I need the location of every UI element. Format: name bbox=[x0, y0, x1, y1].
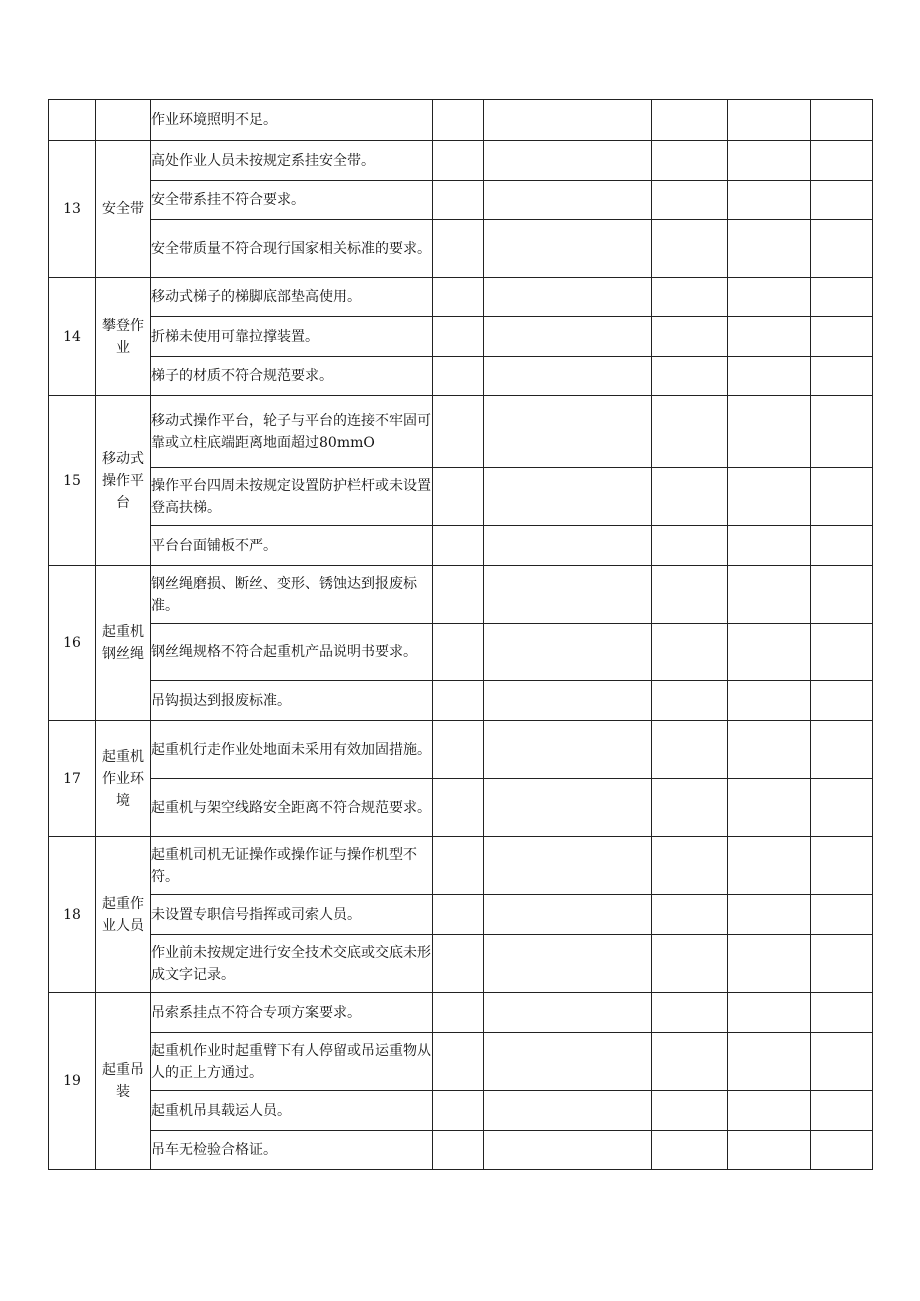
blank-cell bbox=[433, 100, 484, 141]
blank-cell bbox=[728, 1091, 811, 1131]
blank-cell bbox=[728, 566, 811, 624]
blank-cell bbox=[652, 779, 728, 837]
blank-cell bbox=[433, 220, 484, 278]
blank-cell bbox=[484, 993, 652, 1033]
blank-cell bbox=[652, 624, 728, 681]
blank-cell bbox=[811, 1131, 873, 1170]
table-row bbox=[49, 357, 873, 396]
table-row bbox=[49, 721, 873, 779]
blank-cell bbox=[652, 566, 728, 624]
blank-cell bbox=[433, 317, 484, 357]
blank-cell bbox=[484, 935, 652, 993]
inspection-item: 移动式梯子的梯脚底部垫高使用。 bbox=[151, 278, 433, 317]
blank-cell bbox=[433, 1131, 484, 1170]
inspection-item: 高处作业人员未按规定系挂安全带。 bbox=[151, 141, 433, 181]
blank-cell bbox=[433, 141, 484, 181]
table-row bbox=[49, 1033, 873, 1091]
blank-cell bbox=[728, 993, 811, 1033]
blank-cell bbox=[652, 468, 728, 526]
inspection-item: 操作平台四周未按规定设置防护栏杆或未设置登高扶梯。 bbox=[151, 468, 433, 526]
inspection-table-body bbox=[49, 100, 873, 1170]
blank-cell bbox=[433, 837, 484, 895]
blank-cell bbox=[484, 357, 652, 396]
blank-cell bbox=[728, 317, 811, 357]
blank-cell bbox=[484, 141, 652, 181]
blank-cell bbox=[728, 278, 811, 317]
inspection-category bbox=[96, 100, 151, 141]
blank-cell bbox=[484, 100, 652, 141]
blank-cell bbox=[484, 526, 652, 566]
table-row bbox=[49, 1131, 873, 1170]
blank-cell bbox=[811, 100, 873, 141]
blank-cell bbox=[728, 181, 811, 220]
blank-cell bbox=[484, 1091, 652, 1131]
blank-cell bbox=[433, 779, 484, 837]
blank-cell bbox=[811, 396, 873, 468]
blank-cell bbox=[728, 396, 811, 468]
table-row bbox=[49, 317, 873, 357]
inspection-item: 平台台面铺板不严。 bbox=[151, 526, 433, 566]
blank-cell bbox=[811, 624, 873, 681]
item-number: 19 bbox=[49, 993, 96, 1170]
blank-cell bbox=[811, 566, 873, 624]
inspection-category: 起重机作业环境 bbox=[96, 721, 151, 837]
inspection-item: 安全带系挂不符合要求。 bbox=[151, 181, 433, 220]
blank-cell bbox=[652, 993, 728, 1033]
blank-cell bbox=[811, 220, 873, 278]
blank-cell bbox=[652, 317, 728, 357]
blank-cell bbox=[728, 100, 811, 141]
inspection-item: 钢丝绳规格不符合起重机产品说明书要求。 bbox=[151, 624, 433, 681]
blank-cell bbox=[811, 681, 873, 721]
inspection-item: 吊车无检验合格证。 bbox=[151, 1131, 433, 1170]
table-row bbox=[49, 624, 873, 681]
blank-cell bbox=[484, 1033, 652, 1091]
blank-cell bbox=[433, 895, 484, 935]
item-number: 17 bbox=[49, 721, 96, 837]
blank-cell bbox=[811, 935, 873, 993]
table-row bbox=[49, 895, 873, 935]
table-row bbox=[49, 468, 873, 526]
inspection-item: 安全带质量不符合现行国家相关标准的要求。 bbox=[151, 220, 433, 278]
blank-cell bbox=[433, 1091, 484, 1131]
blank-cell bbox=[728, 357, 811, 396]
blank-cell bbox=[484, 468, 652, 526]
blank-cell bbox=[728, 220, 811, 278]
blank-cell bbox=[484, 181, 652, 220]
inspection-item: 起重机司机无证操作或操作证与操作机型不符。 bbox=[151, 837, 433, 895]
blank-cell bbox=[811, 468, 873, 526]
blank-cell bbox=[811, 278, 873, 317]
blank-cell bbox=[728, 1033, 811, 1091]
blank-cell bbox=[433, 721, 484, 779]
blank-cell bbox=[652, 141, 728, 181]
inspection-item: 移动式操作平台，轮子与平台的连接不牢固可靠或立柱底端距离地面超过80mmO bbox=[151, 396, 433, 468]
blank-cell bbox=[652, 681, 728, 721]
inspection-item: 起重机吊具载运人员。 bbox=[151, 1091, 433, 1131]
inspection-item: 钢丝绳磨损、断丝、变形、锈蚀达到报废标准。 bbox=[151, 566, 433, 624]
blank-cell bbox=[728, 624, 811, 681]
blank-cell bbox=[652, 837, 728, 895]
item-number: 13 bbox=[49, 141, 96, 278]
blank-cell bbox=[728, 468, 811, 526]
blank-cell bbox=[433, 181, 484, 220]
blank-cell bbox=[728, 935, 811, 993]
item-number: 16 bbox=[49, 566, 96, 721]
blank-cell bbox=[811, 1033, 873, 1091]
blank-cell bbox=[652, 1033, 728, 1091]
item-number bbox=[49, 100, 96, 141]
blank-cell bbox=[811, 1091, 873, 1131]
table-row bbox=[49, 566, 873, 624]
inspection-category: 起重机钢丝绳 bbox=[96, 566, 151, 721]
blank-cell bbox=[484, 278, 652, 317]
blank-cell bbox=[484, 624, 652, 681]
table-row bbox=[49, 396, 873, 468]
blank-cell bbox=[484, 566, 652, 624]
blank-cell bbox=[652, 278, 728, 317]
table-row bbox=[49, 993, 873, 1033]
blank-cell bbox=[484, 837, 652, 895]
blank-cell bbox=[652, 1131, 728, 1170]
blank-cell bbox=[728, 721, 811, 779]
blank-cell bbox=[433, 526, 484, 566]
blank-cell bbox=[652, 357, 728, 396]
blank-cell bbox=[652, 220, 728, 278]
inspection-category: 起重作业人员 bbox=[96, 837, 151, 993]
blank-cell bbox=[652, 895, 728, 935]
blank-cell bbox=[652, 100, 728, 141]
blank-cell bbox=[728, 526, 811, 566]
blank-cell bbox=[433, 624, 484, 681]
blank-cell bbox=[728, 895, 811, 935]
blank-cell bbox=[652, 181, 728, 220]
table-row bbox=[49, 526, 873, 566]
blank-cell bbox=[433, 1033, 484, 1091]
inspection-item: 作业前未按规定进行安全技术交底或交底未形成文字记录。 bbox=[151, 935, 433, 993]
blank-cell bbox=[652, 721, 728, 779]
blank-cell bbox=[484, 1131, 652, 1170]
blank-cell bbox=[728, 837, 811, 895]
table-row bbox=[49, 141, 873, 181]
item-number: 14 bbox=[49, 278, 96, 396]
inspection-table bbox=[48, 99, 873, 1170]
inspection-item: 未设置专职信号指挥或司索人员。 bbox=[151, 895, 433, 935]
blank-cell bbox=[484, 681, 652, 721]
blank-cell bbox=[811, 181, 873, 220]
inspection-item: 折梯未使用可靠拉撑装置。 bbox=[151, 317, 433, 357]
blank-cell bbox=[811, 317, 873, 357]
table-row bbox=[49, 220, 873, 278]
inspection-item: 梯子的材质不符合规范要求。 bbox=[151, 357, 433, 396]
table-row bbox=[49, 100, 873, 141]
item-number: 15 bbox=[49, 396, 96, 566]
blank-cell bbox=[484, 396, 652, 468]
inspection-item: 吊钩损达到报废标准。 bbox=[151, 681, 433, 721]
blank-cell bbox=[433, 357, 484, 396]
blank-cell bbox=[484, 721, 652, 779]
inspection-item: 起重机与架空线路安全距离不符合规范要求。 bbox=[151, 779, 433, 837]
blank-cell bbox=[433, 681, 484, 721]
blank-cell bbox=[433, 278, 484, 317]
table-row bbox=[49, 935, 873, 993]
table-row bbox=[49, 779, 873, 837]
table-row bbox=[49, 181, 873, 220]
blank-cell bbox=[652, 396, 728, 468]
table-row bbox=[49, 681, 873, 721]
blank-cell bbox=[811, 721, 873, 779]
blank-cell bbox=[652, 526, 728, 566]
inspection-item: 吊索系挂点不符合专项方案要求。 bbox=[151, 993, 433, 1033]
inspection-item: 起重机行走作业处地面未采用有效加固措施。 bbox=[151, 721, 433, 779]
blank-cell bbox=[433, 935, 484, 993]
blank-cell bbox=[811, 779, 873, 837]
item-number: 18 bbox=[49, 837, 96, 993]
blank-cell bbox=[484, 895, 652, 935]
blank-cell bbox=[652, 935, 728, 993]
blank-cell bbox=[811, 526, 873, 566]
blank-cell bbox=[811, 895, 873, 935]
blank-cell bbox=[433, 468, 484, 526]
inspection-item: 作业环境照明不足。 bbox=[151, 100, 433, 141]
blank-cell bbox=[484, 779, 652, 837]
blank-cell bbox=[433, 566, 484, 624]
blank-cell bbox=[811, 141, 873, 181]
inspection-item: 起重机作业时起重臂下有人停留或吊运重物从人的正上方通过。 bbox=[151, 1033, 433, 1091]
table-row bbox=[49, 278, 873, 317]
table-row bbox=[49, 837, 873, 895]
blank-cell bbox=[811, 837, 873, 895]
blank-cell bbox=[433, 396, 484, 468]
blank-cell bbox=[811, 357, 873, 396]
blank-cell bbox=[811, 993, 873, 1033]
blank-cell bbox=[728, 779, 811, 837]
blank-cell bbox=[728, 1131, 811, 1170]
blank-cell bbox=[484, 317, 652, 357]
blank-cell bbox=[484, 220, 652, 278]
table-row bbox=[49, 1091, 873, 1131]
blank-cell bbox=[728, 681, 811, 721]
blank-cell bbox=[652, 1091, 728, 1131]
inspection-category: 起重吊装 bbox=[96, 993, 151, 1170]
blank-cell bbox=[433, 993, 484, 1033]
inspection-category: 移动式操作平台 bbox=[96, 396, 151, 566]
inspection-category: 安全带 bbox=[96, 141, 151, 278]
blank-cell bbox=[728, 141, 811, 181]
inspection-category: 攀登作业 bbox=[96, 278, 151, 396]
